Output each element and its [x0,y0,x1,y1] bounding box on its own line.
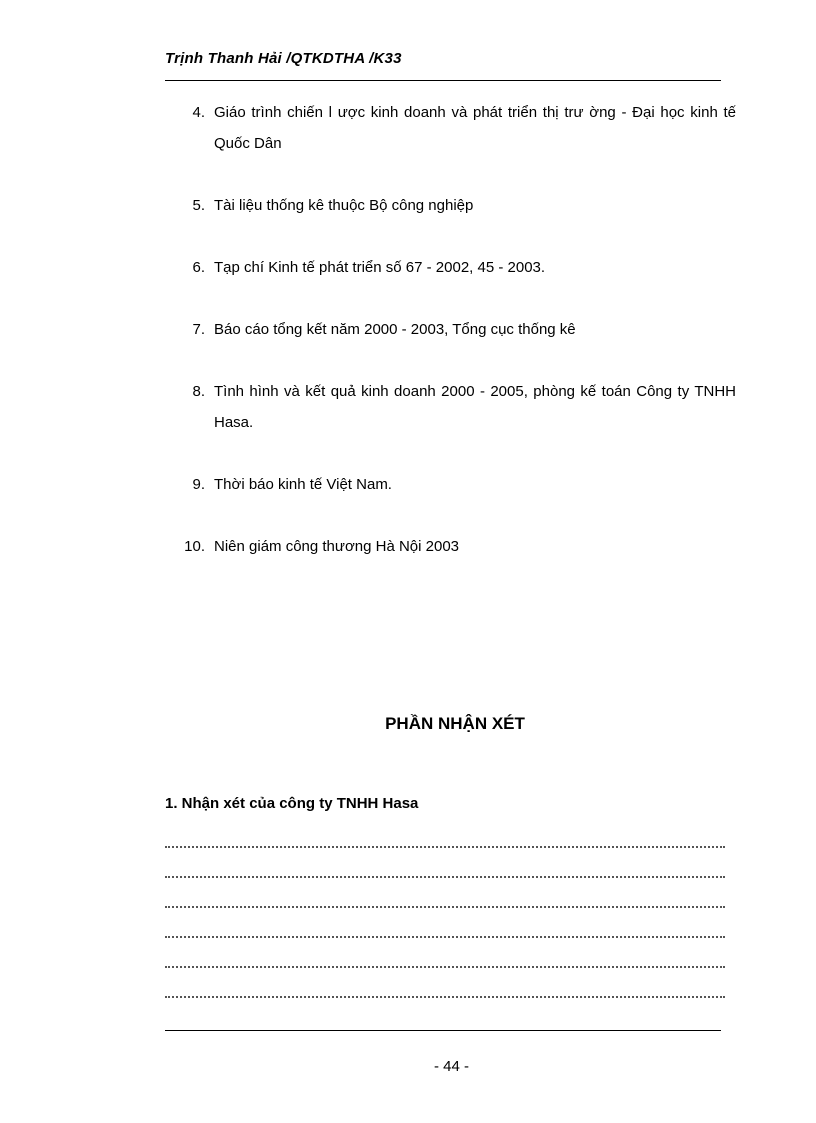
page-number: - 44 - [433,1058,469,1075]
reference-number: 4. [192,104,205,121]
reference-text: Giáo trình chiến l ược kinh doanh và phát triển thị trư ờng - Đại học kinh tế Quốc Dân [214,104,736,152]
reference-number: 8. [192,383,205,400]
reference-item-6 [165,252,736,283]
reference-text: Thời báo kinh tế Việt Nam. [214,476,392,493]
subsection-title: 1. Nhận xét của công ty TNHH Hasa [165,795,419,812]
section-title: PHẦN NHẬN XÉT [385,714,525,733]
header-author-line: Trịnh Thanh Hải /QTKDTHA /K33 [165,50,402,67]
comment-dotted-line [165,936,725,938]
reference-text: Tình hình và kết quả kinh doanh 2000 - 2005, phòng kế toán Công ty TNHH Hasa. [214,383,736,431]
footer-divider [165,1030,721,1031]
comment-dotted-line [165,996,725,998]
reference-text: Báo cáo tổng kết năm 2000 - 2003, Tổng cục thống kê [214,321,576,338]
reference-text: Tài liệu thống kê thuộc Bộ công nghiệp [214,197,474,214]
reference-number: 6. [192,259,205,276]
reference-number: 7. [192,321,205,338]
header-divider [165,80,721,81]
reference-item-7 [165,314,736,345]
comment-dotted-line [165,906,725,908]
reference-item-5 [165,190,736,221]
comment-dotted-line [165,876,725,878]
comment-dotted-line [165,966,725,968]
reference-text: Niên giám công thương Hà Nội 2003 [214,538,460,555]
reference-list [165,97,736,593]
reference-number: 9. [192,476,205,493]
reference-item-9 [165,469,736,500]
reference-number: 5. [192,197,205,214]
reference-item-8 [165,376,736,438]
reference-item-4 [165,97,736,159]
reference-item-10 [165,531,736,562]
reference-text: Tạp chí Kinh tế phát triển số 67 - 2002, 45 - 2003. [214,259,546,276]
comment-dotted-line [165,846,725,848]
reference-number: 10. [184,538,205,555]
